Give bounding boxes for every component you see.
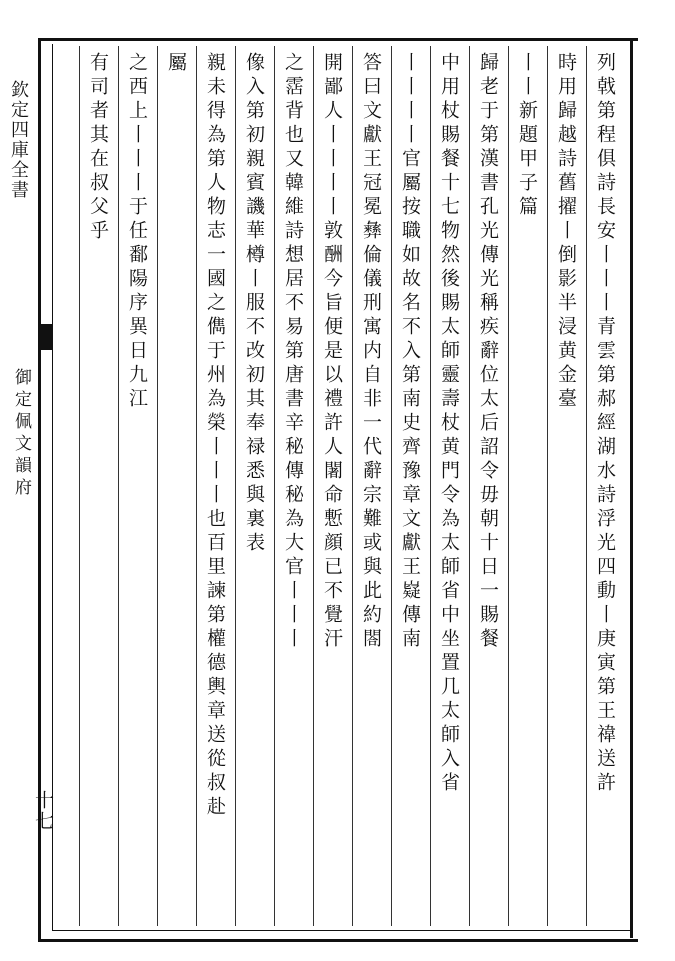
text-column-3: 丨丨新題甲子篇	[516, 52, 538, 220]
column-rule	[274, 46, 275, 926]
column-rule	[352, 46, 353, 926]
column-rule	[118, 46, 119, 926]
page-edge	[0, 38, 54, 938]
text-column-9: 之霑背也又韓維詩想居不易第唐書辛秘傳秘為大官丨丨丨	[282, 52, 304, 652]
right-border	[630, 38, 633, 938]
column-rule	[235, 46, 236, 926]
edge-marker	[38, 324, 52, 350]
page-number: 十七	[32, 790, 54, 832]
column-rule	[79, 46, 80, 926]
column-rule	[469, 46, 470, 926]
column-rule	[430, 46, 431, 926]
text-column-5: 中用杖賜餐十七物然後賜太師靈壽杖黄門令為太師省中坐置几太師入省	[438, 52, 460, 796]
column-rule	[313, 46, 314, 926]
text-column-14: 有司者其在叔父乎	[87, 52, 109, 244]
column-rule	[157, 46, 158, 926]
column-rule	[391, 46, 392, 926]
column-rule	[196, 46, 197, 926]
text-column-4: 歸老于第漢書孔光傳光稱疾辭位太后詔令毋朝十日一賜餐	[477, 52, 499, 652]
text-columns	[56, 46, 630, 926]
column-rule	[547, 46, 548, 926]
column-rule	[508, 46, 509, 926]
text-column-1: 列戟第程俱詩長安丨丨丨青雲第郝經湖水詩浮光四動丨庚寅第王禕送許	[594, 52, 616, 796]
text-column-2: 時用歸越詩舊擢丨倒影半浸黄金臺	[555, 52, 577, 412]
text-column-12: 屬	[165, 52, 187, 76]
text-column-13: 之西上丨丨丨于任鄱陽序異日九江	[126, 52, 148, 412]
text-column-10: 像入第初親賓譏華樽丨服不改初其奉禄悉與裏表	[243, 52, 265, 556]
text-column-6: 丨丨丨丨官屬按職如故名不入第南史齊豫章文獻王嶷傳南	[399, 52, 421, 652]
text-column-11: 親未得為第人物志一國之儁于州為榮丨丨丨也百里諫第權德輿章送從叔赴	[204, 52, 226, 820]
text-column-7: 答曰文獻王冠冕彝倫儀刑寓内自非一代辭宗難或與此約閤	[360, 52, 382, 652]
edge-title: 御定佩文韻府	[11, 368, 31, 500]
column-rule	[586, 46, 587, 926]
text-column-8: 開鄙人丨丨丨丨敦酬今旨便是以禮許人闍命慙顔已不覺汗	[321, 52, 343, 652]
edge-header: 欽定四庫全書	[8, 80, 29, 200]
